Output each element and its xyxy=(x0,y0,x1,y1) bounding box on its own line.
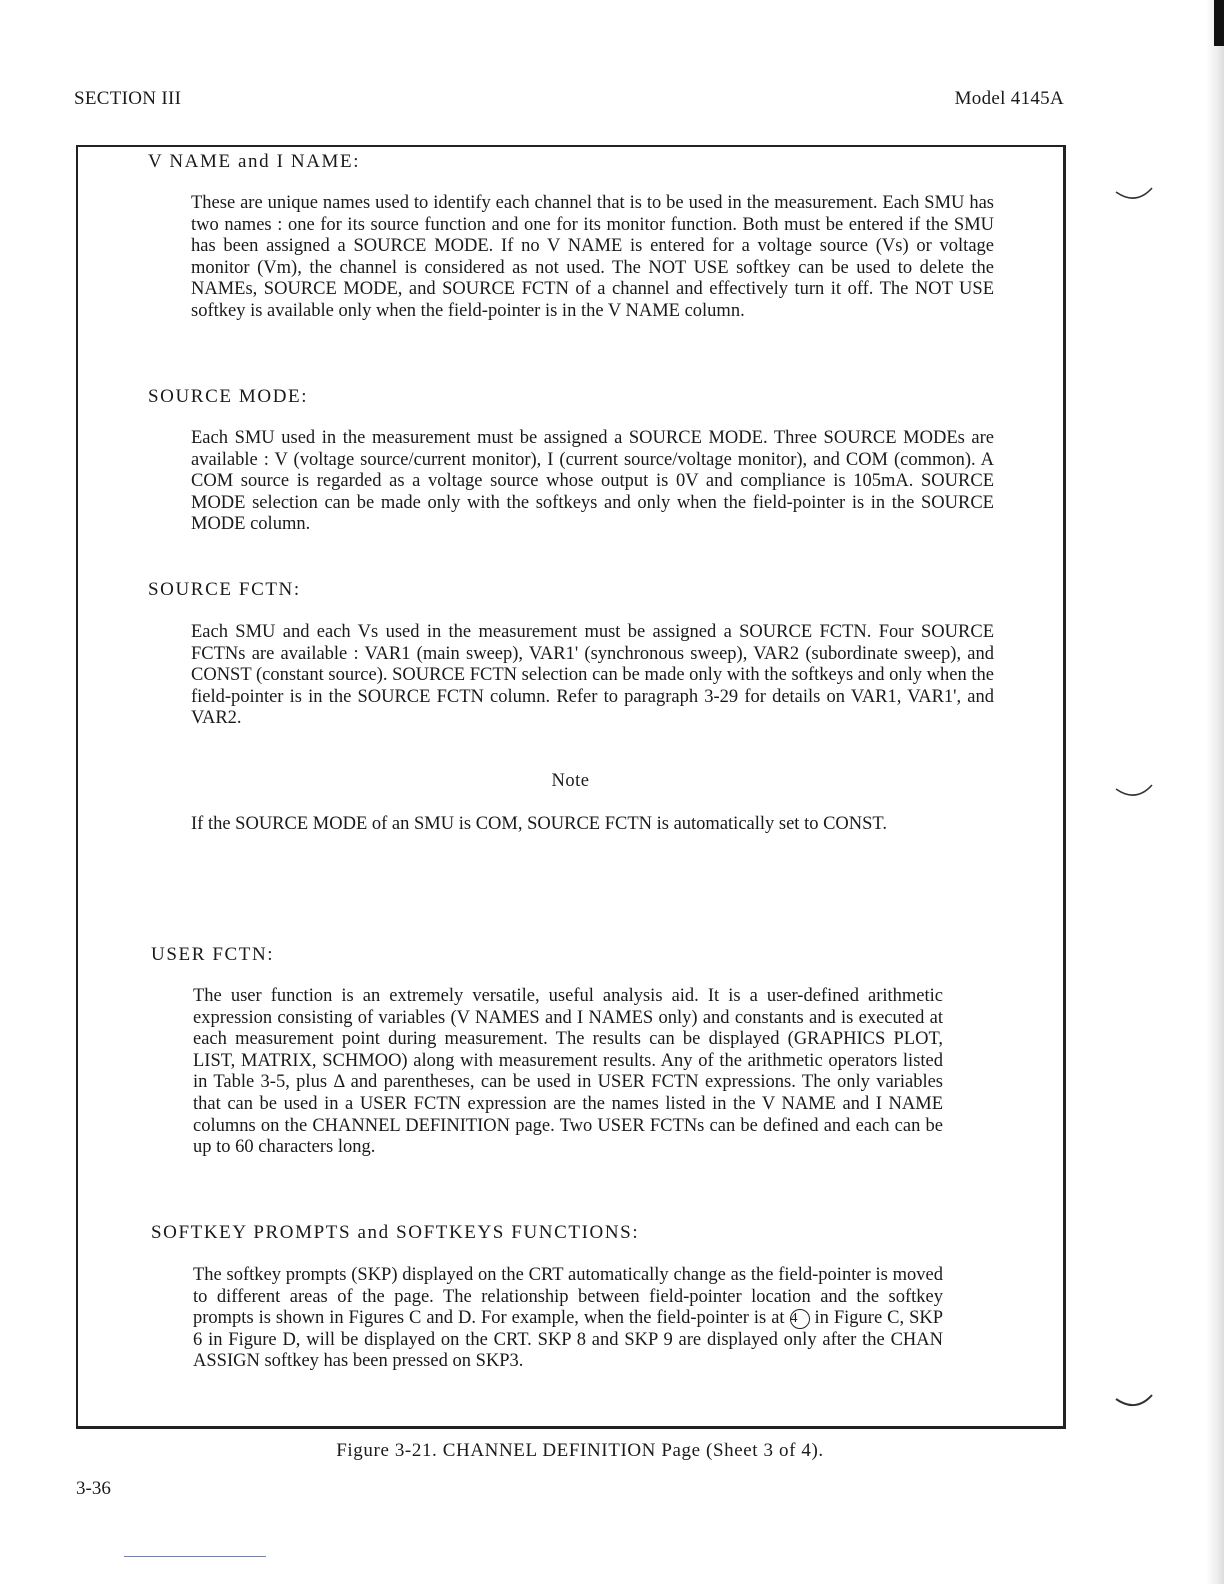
heading-user-fctn: USER FCTN: xyxy=(151,944,275,965)
footer-rule xyxy=(124,1556,266,1557)
paragraph-v-name-i-name: These are unique names used to identify each channel that is to be used in the measurement. Each SMU has two names : one for its source function and one for its monitor function. Both must be entered if the SMU has been assigned a SOURCE MODE. If no V NAME is entered for a voltage source (Vs) or voltage monitor (Vm), the channel is considered as not used. The NOT USE softkey can be used to delete the NAMEs, SOURCE MODE, and SOURCE FCTN of a channel and effectively turn it off. The NOT USE softkey is available only when the field-pointer is in the V NAME column. xyxy=(191,193,994,321)
paragraph-softkey-text-2: in Figure C, SKP 6 in Figure D, will be displayed on the CRT. SKP 8 and SKP 9 are displayed only after the CHAN ASSIGN softkey has been pressed on SKP3. xyxy=(193,1308,944,1372)
paragraph-source-fctn: Each SMU and each Vs used in the measurement must be assigned a SOURCE FCTN. Four SOURCE FCTNs are available : VAR1 (main sweep), VAR1' (synchronous sweep), VAR2 (subordinate sweep), and CONST (constant source). SOURCE FCTN selection can be made only with the softkeys and only when the field-pointer is in the SOURCE FCTN column. Refer to paragraph 3-29 for details on VAR1, VAR1', and VAR2. xyxy=(191,622,994,729)
circled-number-marker: 4 xyxy=(790,1309,810,1329)
scan-edge xyxy=(1206,0,1224,1584)
content-frame xyxy=(76,145,1066,1429)
paragraph-softkey-prompts xyxy=(193,1265,943,1373)
scan-edge-mark xyxy=(1214,0,1224,46)
heading-source-fctn: SOURCE FCTN: xyxy=(148,579,301,600)
margin-mark-3 xyxy=(1114,1393,1154,1411)
margin-mark-1 xyxy=(1114,186,1154,204)
figure-caption: Figure 3-21. CHANNEL DEFINITION Page (Sheet 3 of 4). xyxy=(336,1440,824,1461)
heading-source-mode: SOURCE MODE: xyxy=(148,386,309,407)
section-label: SECTION III xyxy=(74,88,182,109)
heading-v-name-i-name: V NAME and I NAME: xyxy=(148,151,361,172)
paragraph-user-fctn: The user function is an extremely versatile, useful analysis aid. It is a user-defined arithmetic expression consisting of variables (V NAMES and I NAMES only) and constants and is executed at each measurement point during measurement. The results can be displayed (GRAPHICS PLOT, LIST, MATRIX, SCHMOO) along with measurement results. Any of the arithmetic operators listed in Table 3-5, plus Δ and parentheses, can be used in USER FCTN expressions. The only variables that can be used in a USER FCTN expression are the names listed in the V NAME and I NAME columns on the CHANNEL DEFINITION page. Two USER FCTNs can be defined and each can be up to 60 characters long. xyxy=(193,986,943,1158)
note-title: Note xyxy=(551,771,590,791)
page-number: 3-36 xyxy=(76,1478,111,1499)
paragraph-source-mode: Each SMU used in the measurement must be assigned a SOURCE MODE. Three SOURCE MODEs are available : V (voltage source/current monitor), I (current source/voltage monitor), and COM (common). A COM source is regarded as a voltage source whose output is 0V and compliance is 105mA. SOURCE MODE selection can be made only with the softkeys and only when the field-pointer is in the SOURCE MODE column. xyxy=(191,428,994,535)
margin-mark-2 xyxy=(1114,783,1154,801)
model-label: Model 4145A xyxy=(954,88,1064,109)
paragraph-softkey-text-1: The softkey prompts (SKP) displayed on the CRT automatically change as the field-pointer is moved to different areas of the page. The relationship between field-pointer location and the softkey prompts is shown in Figures C and D. For example, when the field-pointer is at xyxy=(193,1265,943,1329)
note-body: If the SOURCE MODE of an SMU is COM, SOURCE FCTN is automatically set to CONST. xyxy=(191,814,887,834)
heading-softkey-prompts: SOFTKEY PROMPTS and SOFTKEYS FUNCTIONS: xyxy=(151,1222,640,1243)
